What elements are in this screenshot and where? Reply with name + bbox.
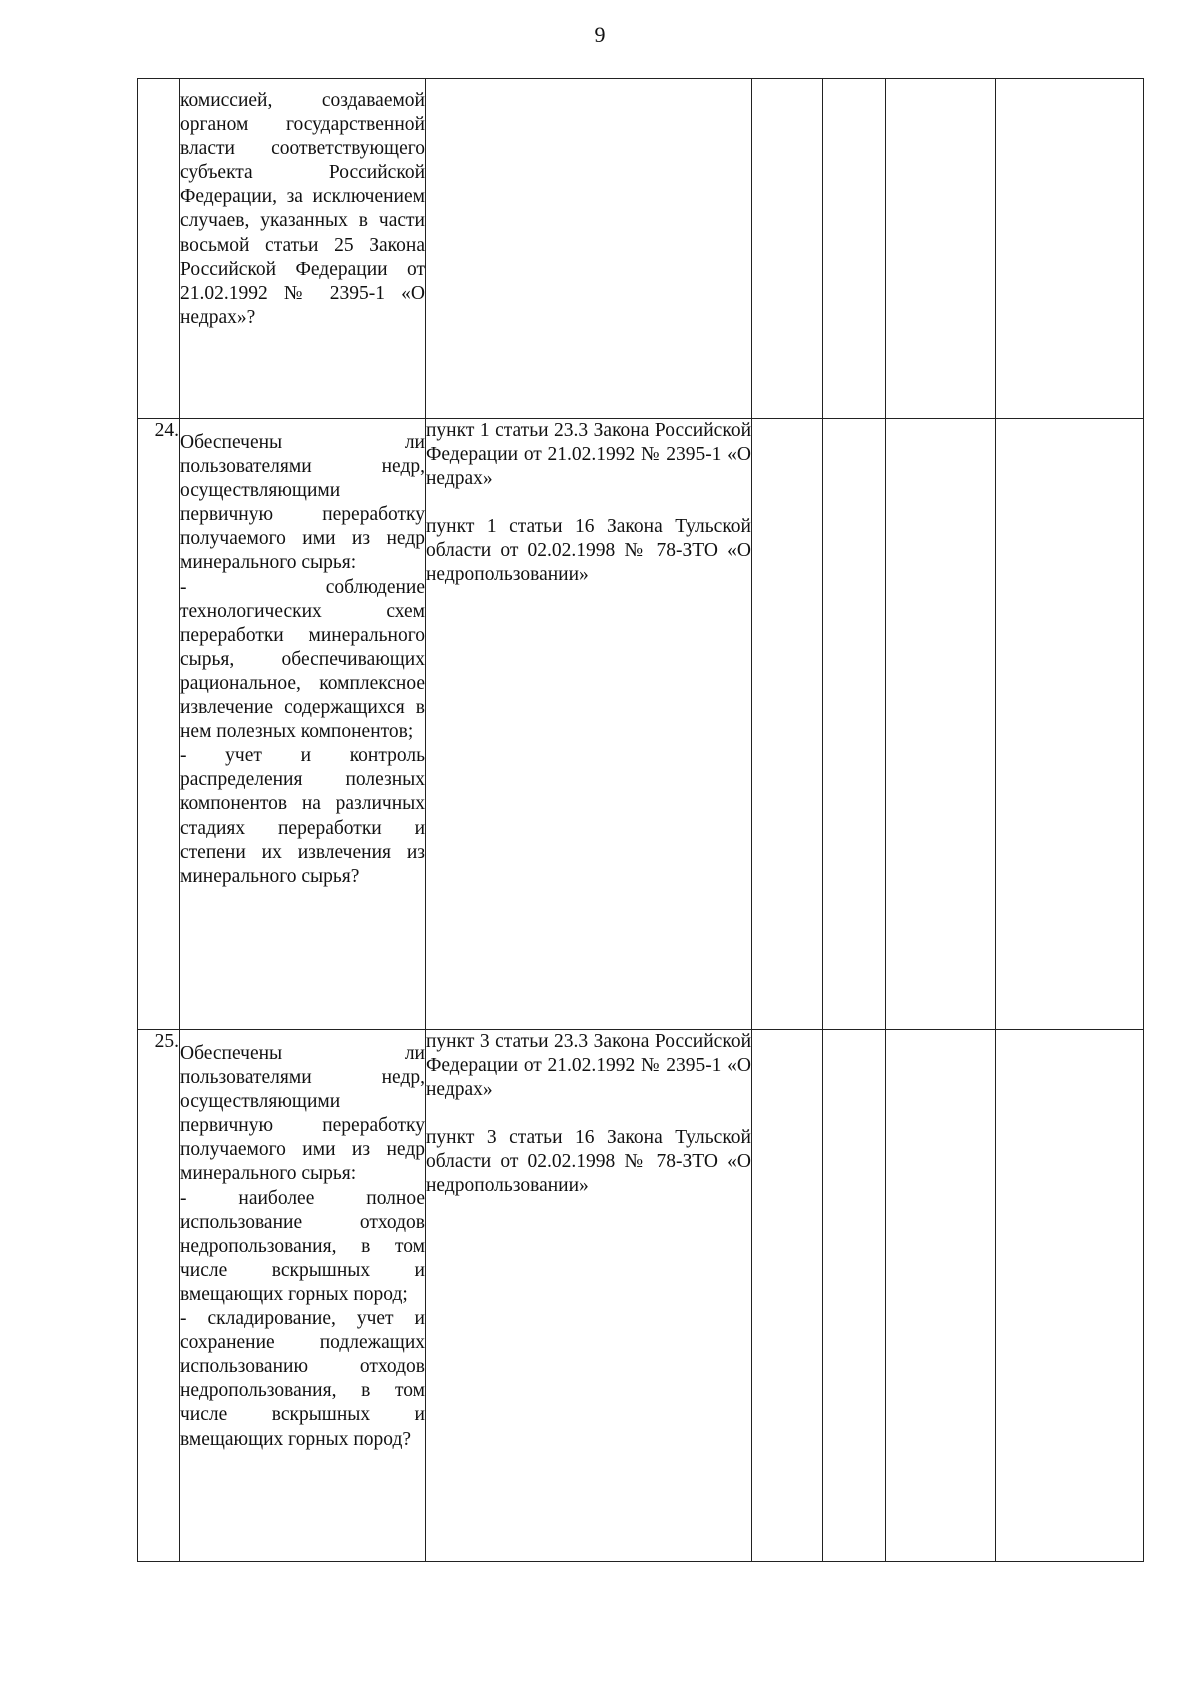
table-row — [138, 419, 1144, 1030]
legal-basis-cell — [426, 1030, 752, 1562]
answer-yes-cell — [752, 419, 823, 1030]
legal-reference: пункт 1 статьи 16 Закона Тульской области от 02.02.1998 № 78-ЗТО «О недропользовании» — [426, 516, 751, 586]
row-number-cell: 25. — [138, 1030, 180, 1562]
answer-yes-cell — [752, 1030, 823, 1562]
answer-no-cell — [823, 79, 886, 419]
table-row — [138, 1030, 1144, 1562]
table-row — [138, 79, 1144, 419]
checklist-table — [137, 78, 1144, 1562]
notes-cell — [996, 1030, 1144, 1562]
question-cell — [180, 1030, 426, 1562]
answer-na-cell — [886, 79, 996, 419]
legal-reference: пункт 3 статьи 16 Закона Тульской области от 02.02.1998 № 78-ЗТО «О недропользовании» — [426, 1127, 751, 1197]
question-cell — [180, 419, 426, 1030]
notes-cell — [996, 79, 1144, 419]
page-number: 9 — [594, 22, 606, 47]
notes-cell — [996, 419, 1144, 1030]
legal-basis-cell — [426, 79, 752, 419]
answer-na-cell — [886, 1030, 996, 1562]
legal-reference: пункт 1 статьи 23.3 Закона Российской Федерации от 21.02.1992 № 2395-1 «О недрах» — [426, 420, 751, 490]
question-text: Обеспечены ли пользователями недр, осуществляющими первичную переработку получаемого ими из недр минерального сырья: - наиболее полное использование отходов недропользования, в том числе вскрышных и вмещающих горных пород; - складирование, учет и сохранение подлежащих использованию отходов недропользования, в том числе вскрышных и вмещающих горных пород? — [180, 1043, 425, 1450]
answer-no-cell — [823, 419, 886, 1030]
legal-reference: пункт 3 статьи 23.3 Закона Российской Федерации от 21.02.1992 № 2395-1 «О недрах» — [426, 1031, 751, 1101]
answer-no-cell — [823, 1030, 886, 1562]
row-number-cell: 24. — [138, 419, 180, 1030]
question-text: комиссией, создаваемой органом государственной власти соответствующего субъекта Российской Федерации, за исключением случаев, указанных в части восьмой статьи 25 Закона Российской Федерации от 21.02.1992 № 2395-1 «О недрах»? — [180, 90, 425, 328]
answer-na-cell — [886, 419, 996, 1030]
question-cell — [180, 79, 426, 419]
answer-yes-cell — [752, 79, 823, 419]
question-text: Обеспечены ли пользователями недр, осуществляющими первичную переработку получаемого ими из недр минерального сырья: - соблюдение технологических схем переработки минерального сырья, обеспечивающих рациональное, комплексное извлечение содержащихся в нем полезных компонентов; - учет и контроль распределения полезных компонентов на различных стадиях переработки и степени их извлечения из минерального сырья? — [180, 432, 425, 887]
row-number-cell — [138, 79, 180, 419]
legal-basis-cell — [426, 419, 752, 1030]
